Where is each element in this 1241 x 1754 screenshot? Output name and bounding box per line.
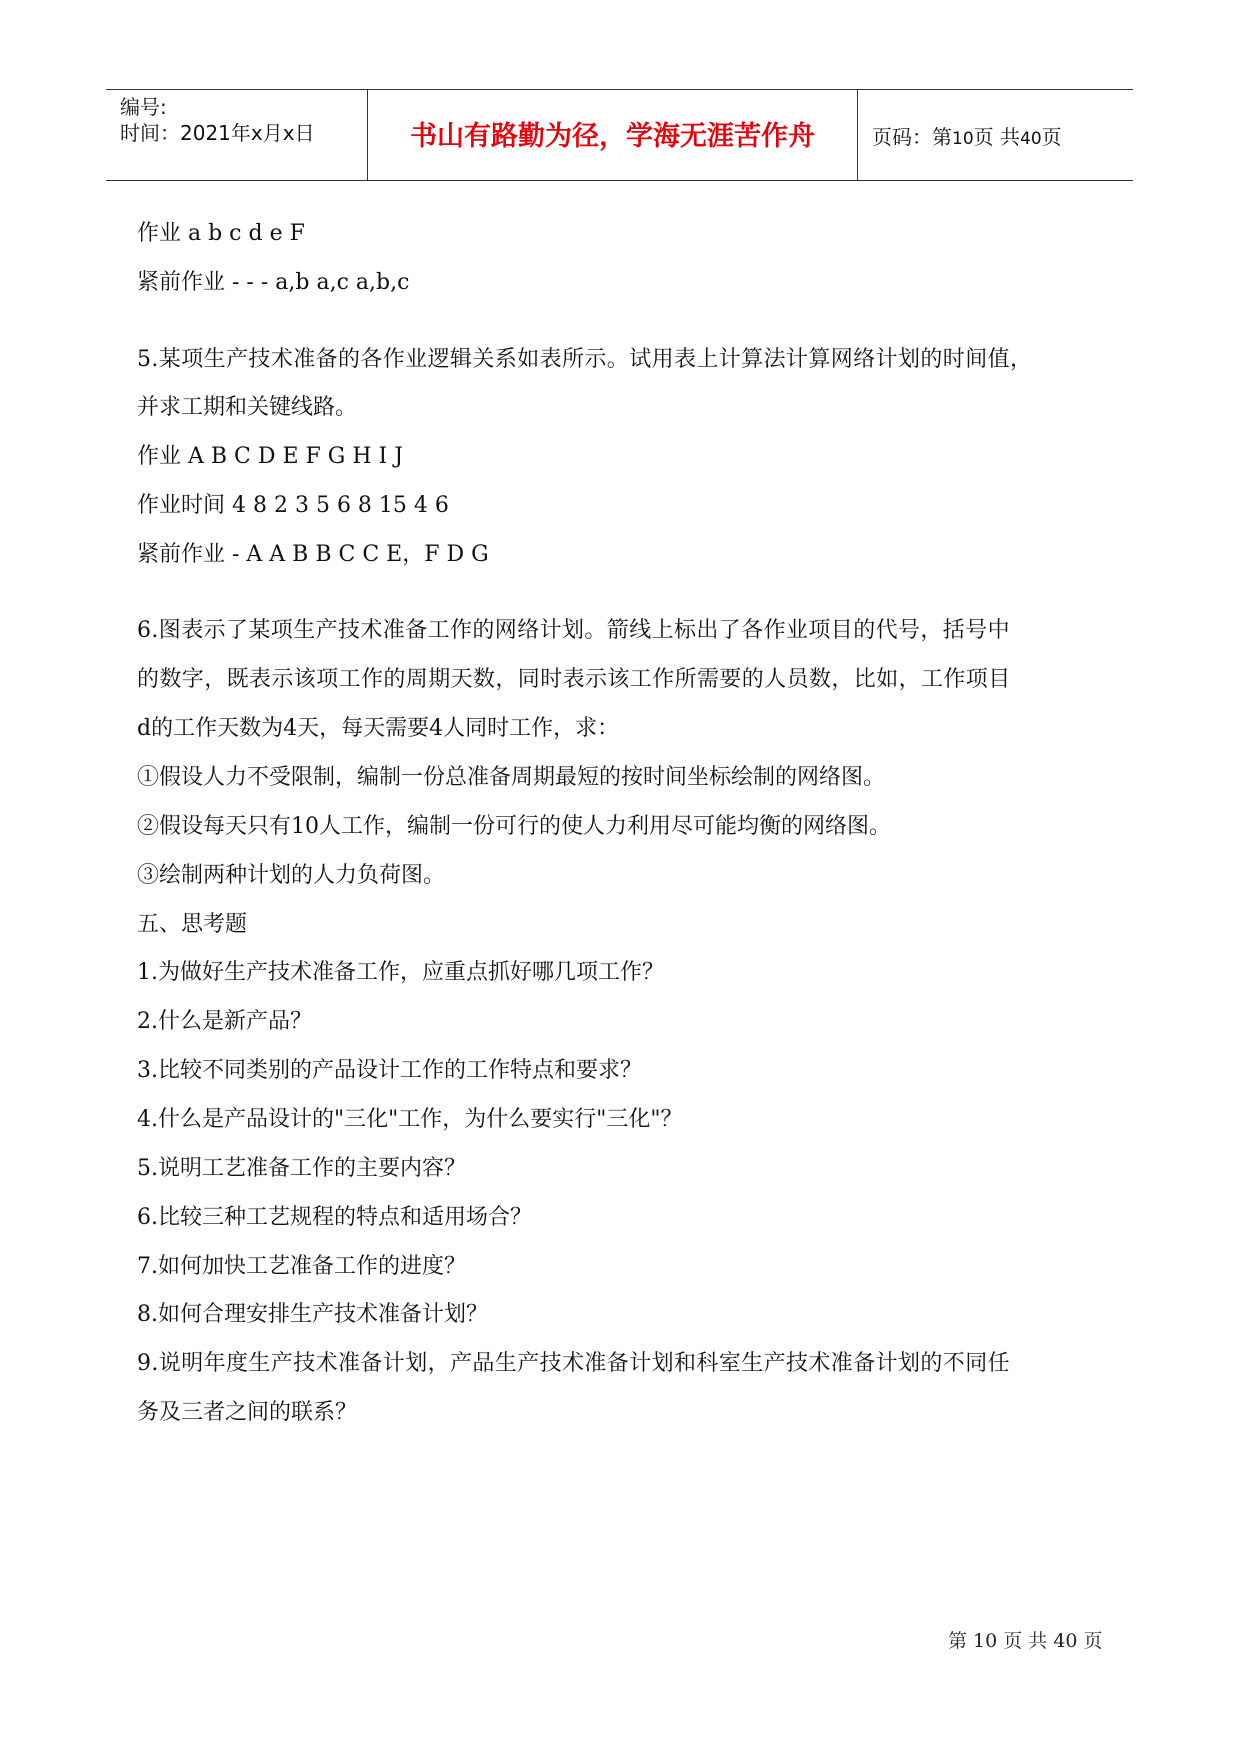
header-left-cell — [106, 90, 368, 180]
body-line: ③绘制两种计划的人力负荷图。 — [137, 863, 446, 888]
body-line: 作业 A B C D E F G H I J — [137, 444, 404, 469]
page-middle: 页 共 — [973, 125, 1020, 149]
question-item: 2.什么是新产品？ — [137, 1009, 312, 1034]
body-line: 并求工期和关键线路。 — [137, 395, 358, 420]
question-item: 5.说明工艺准备工作的主要内容？ — [137, 1156, 466, 1181]
question-item: 6.比较三种工艺规程的特点和适用场合？ — [137, 1205, 532, 1230]
question-item: 9.说明年度生产技术准备计划，产品生产技术准备计划和科室生产技术准备计划的不同任 — [137, 1351, 1010, 1376]
page-current-number: 10 — [952, 129, 974, 149]
document-number-label: 编号: — [120, 95, 167, 119]
question-item: 8.如何合理安排生产技术准备计划？ — [137, 1302, 488, 1327]
body-line: ②假设每天只有10人工作，编制一份可行的使人力利用尽可能均衡的网络图。 — [137, 814, 891, 839]
question-item: 3.比较不同类别的产品设计工作的工作特点和要求？ — [137, 1058, 642, 1083]
body-line: 的数字，既表示该项工作的周期天数，同时表示该工作所需要的人员数，比如，工作项目 — [137, 667, 1011, 692]
page-suffix: 页 — [1041, 125, 1062, 149]
header-middle-cell — [368, 90, 858, 180]
body-line: 作业时间 4 8 2 3 5 6 8 15 4 6 — [137, 493, 449, 518]
section-heading: 五、思考题 — [137, 912, 248, 937]
header-right-cell — [858, 90, 1133, 180]
question-item: 1.为做好生产技术准备工作，应重点抓好哪几项工作？ — [137, 960, 664, 985]
question-item: 4.什么是产品设计的"三化"工作，为什么要实行"三化"？ — [137, 1107, 683, 1132]
page-header — [106, 89, 1133, 181]
body-line: 作业 a b c d e F — [137, 221, 305, 246]
question-item: 7.如何加快工艺准备工作的进度？ — [137, 1254, 466, 1279]
page-total-number: 40 — [1020, 129, 1042, 149]
body-line: ①假设人力不受限制，编制一份总准备周期最短的按时间坐标绘制的网络图。 — [137, 765, 886, 790]
page-footer: 第 10 页 共 40 页 — [948, 1630, 1103, 1652]
page-prefix: 页码：第 — [872, 125, 952, 149]
body-line: 5.某项生产技术准备的各作业逻辑关系如表所示。试用表上计算法计算网络计划的时间值， — [137, 347, 1033, 372]
header-page-info — [872, 124, 1062, 152]
document-time-label: 时间：2021年x月x日 — [120, 121, 315, 145]
body-line: 紧前作业 - - - a,b a,c a,b,c — [137, 270, 410, 295]
header-motto: 书山有路勤为径，学海无涯苦作舟 — [410, 121, 815, 152]
body-line: 紧前作业 - A A B B C C E，F D G — [137, 542, 489, 567]
body-line: 6.图表示了某项生产技术准备工作的网络计划。箭线上标出了各作业项目的代号，括号中 — [137, 618, 1010, 643]
question-item-continued: 务及三者之间的联系？ — [137, 1400, 358, 1425]
body-line: d的工作天数为4天，每天需要4人同时工作，求： — [137, 716, 620, 741]
